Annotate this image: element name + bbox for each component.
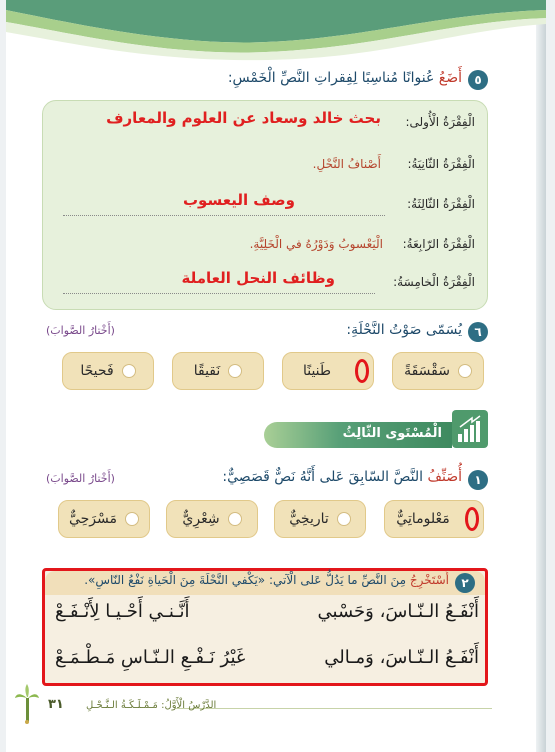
verse-2-first-half: أَنْفَـعُ الـنّـاسَ، وَمـالي [324,647,479,668]
textbook-page [6,0,546,752]
page-edge [536,0,546,752]
paragraph-row-3 [63,191,475,219]
level-banner: الْمُسْتَوى الثّالِثُ [264,422,452,448]
paragraph-row-1 [63,109,475,137]
verse-1-second-half: أَنَّـنـي أَحْـيـا لِأَنْـفَـعْ [55,601,190,622]
radio-icon [228,512,242,526]
top-decoration [6,0,546,62]
handwritten-answer: وصف اليعسوب [182,191,295,209]
row-label: الْفِقْرَةُ الرّابِعَةُ: [402,237,475,251]
row-label: الْفِقْرَةُ الْخامِسَةُ: [393,275,475,289]
selection-mark-icon [465,507,479,531]
question-number-2: ٢ [455,573,475,593]
question-2-title: أَسْتَخْرِجُ مِنَ النَّصِّ ما يَدُلُّ عَلى الْآتي: «يَكْفي النَّحْلَةَ مِنَ الْحَياةِ نَفْعُ النّاسِ». [84,573,449,587]
option-taneen[interactable]: طَنينًا [282,352,374,390]
printed-answer: أَصْنافُ النَّحْلِ. [312,157,381,171]
option-historical[interactable]: تاريخِيٌّ [274,500,366,538]
answer-line [63,293,375,294]
question-1-title: أُصَنِّفُ النَّصَّ السّابِقَ عَلى أَنَّهُ نَصٌّ قَصَصِيٌّ: [222,469,462,485]
radio-icon [337,512,351,526]
paragraph-row-2 [63,157,475,179]
question-6-title: يُسَمّى صَوْتُ النَّحْلَةِ: [346,322,462,338]
option-faheeh[interactable]: فَحيحًا [62,352,154,390]
extract-box [42,568,488,686]
sound-options [42,352,488,392]
paragraph-row-5 [63,269,475,297]
text-type-options [42,500,488,540]
handwritten-answer: وظائف النحل العاملة [181,269,335,287]
footer-lesson-title: الدَّرْسُ الْأَوَّلُ: مَـمْـلَـكَـةُ الـنَّـحْـلِ [86,700,217,711]
answer-line [63,215,385,216]
paragraph-titles-box [42,100,488,310]
bar-chart-icon [452,410,488,448]
option-informational[interactable]: مَعْلوماتِيٌّ [384,500,484,538]
choose-correct-label: (أَخْتارُ الصَّوابَ) [46,324,115,337]
handwritten-answer: بحث خالد وسعاد عن العلوم والمعارف [106,109,381,127]
row-label: الْفِقْرَةُ الْأُولى: [405,115,475,129]
verse-2-second-half: غَيْرُ نَـفْـعِ الـنّـاسِ مَـطْـمَـعْ [55,647,246,668]
row-label: الْفِقْرَةُ الثّانِيَةُ: [407,157,475,171]
footer-divider [176,708,492,709]
question-number-1: ١ [468,470,488,490]
radio-icon [122,364,136,378]
selection-mark-icon [355,359,369,383]
radio-icon [228,364,242,378]
row-label: الْفِقْرَةُ الثّالِثَةُ: [407,197,475,211]
palm-logo-icon [14,684,40,724]
option-naqeeq[interactable]: نَقيقًا [172,352,264,390]
printed-answer: الْيَعْسوبُ وَدَوْرُهُ في الْخَلِيَّةِ. [249,237,383,251]
page-number: ٣١ [48,697,64,712]
verse-1-first-half: أَنْفَـعُ الـنّـاسَ، وَحَسْبي [317,601,479,622]
radio-icon [458,364,472,378]
paragraph-row-4 [63,237,475,259]
option-saqsaqa[interactable]: سَقْسَقَةً [392,352,484,390]
question-number-6: ٦ [468,322,488,342]
choose-correct-label: (أَخْتارُ الصَّوابَ) [46,472,115,485]
radio-icon [125,512,139,526]
question-5-title: أَضَعُ عُنوانًا مُناسِبًا لِفِقراتِ النَّصِّ الْخَمْسِ: [227,70,462,86]
question-number-5: ٥ [468,70,488,90]
option-theatrical[interactable]: مَسْرَحِيٌّ [58,500,150,538]
option-poetic[interactable]: شِعْرِيٌّ [166,500,258,538]
